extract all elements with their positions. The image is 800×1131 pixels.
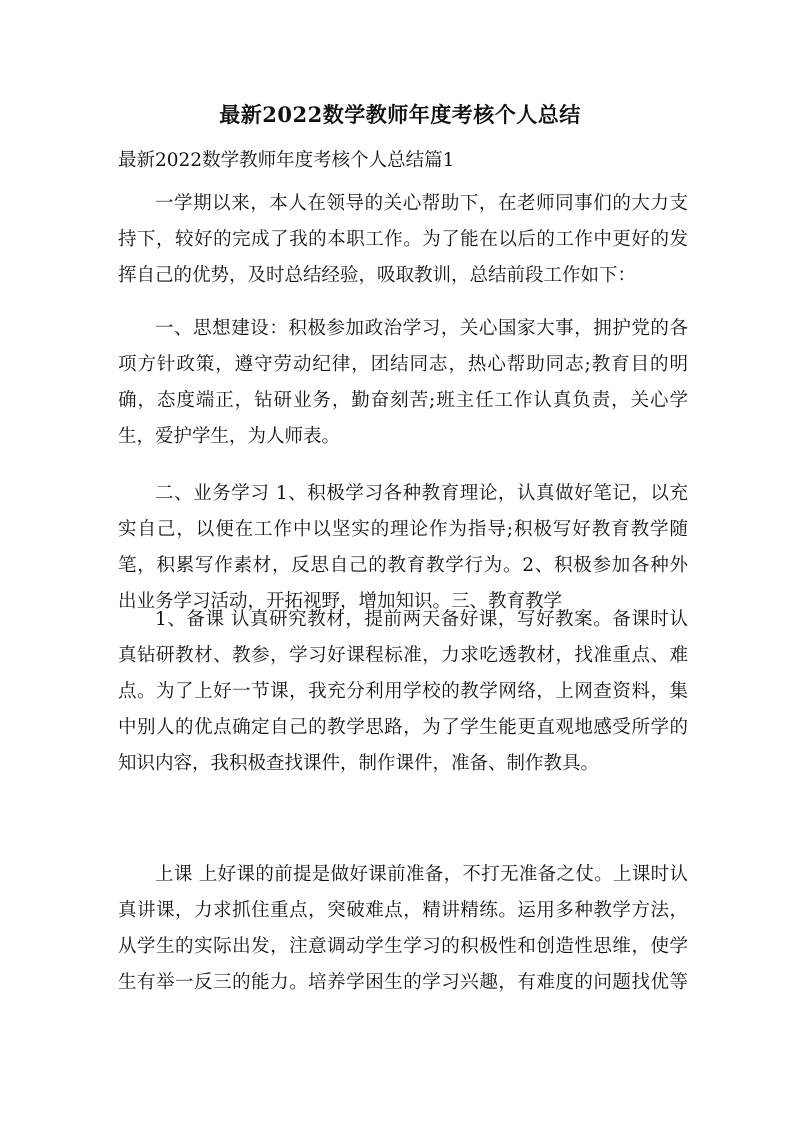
paragraph-line: 确，态度端正，钻研业务，勤奋刻苦;班主任工作认真负责，关心学 (118, 390, 688, 411)
paragraph-line: 真讲课，力求抓住重点，突破难点，精讲精练。运用多种教学方法， (118, 900, 688, 921)
paragraph-line: 出业务学习活动，开拓视野，增加知识。三、教育教学 (118, 591, 563, 612)
paragraph-line: 从学生的实际出发，注意调动学生学习的积极性和创造性思维，使学 (118, 936, 688, 957)
paragraph-line: 一学期以来，本人在领导的关心帮助下，在老师同事们的大力支 (155, 193, 688, 214)
paragraph-line: 生，爱护学生，为人师表。 (118, 426, 341, 447)
paragraph-line: 实自己，以便在工作中以坚实的理论作为指导;积极写好教育教学随 (118, 519, 688, 540)
paragraph-line: 一、思想建设：积极参加政治学习，关心国家大事，拥护党的各 (155, 318, 688, 339)
paragraph-line: 点。为了上好一节课，我充分利用学校的教学网络，上网查资料，集 (118, 681, 688, 702)
paragraph-lesson-preparation (118, 602, 688, 782)
paragraph-line: 笔，积累写作素材，反思自己的教育教学行为。2、积极参加各种外 (118, 555, 688, 576)
document-title: 最新2022数学教师年度考核个人总结 (219, 102, 581, 127)
paragraph-line: 知识内容，我积极查找课件，制作课件，准备、制作教具。 (118, 753, 600, 774)
paragraph-line: 挥自己的优势，及时总结经验，吸取教训，总结前段工作如下： (118, 265, 637, 286)
paragraph-line: 项方针政策，遵守劳动纪律，团结同志，热心帮助同志;教育目的明 (118, 354, 688, 375)
paragraph-line: 二、业务学习 1、积极学习各种教育理论，认真做好笔记，以充 (155, 483, 688, 504)
paragraph-professional-study (118, 476, 688, 620)
paragraph-line: 中别人的优点确定自己的教学思路，为了学生能更直观地感受所学的 (118, 717, 688, 738)
paragraph-line: 1、备课 认真研究教材，提前两天备好课，写好教案。备课时认 (155, 609, 688, 630)
paragraph-line: 真钻研教材、教参，学习好课程标准，力求吃透教材，找准重点、难 (118, 645, 688, 666)
paragraph-line: 持下，较好的完成了我的本职工作。为了能在以后的工作中更好的发 (118, 229, 688, 250)
paragraph-ideology (118, 311, 688, 455)
document-subtitle: 最新2022数学教师年度考核个人总结篇1 (118, 150, 455, 171)
paragraph-line: 上课 上好课的前提是做好课前准备，不打无准备之仗。上课时认 (155, 864, 688, 885)
paragraph-introduction (118, 186, 688, 294)
paragraph-line: 生有举一反三的能力。培养学困生的学习兴趣，有难度的问题找优等 (118, 972, 688, 993)
paragraph-teaching (118, 857, 688, 1001)
